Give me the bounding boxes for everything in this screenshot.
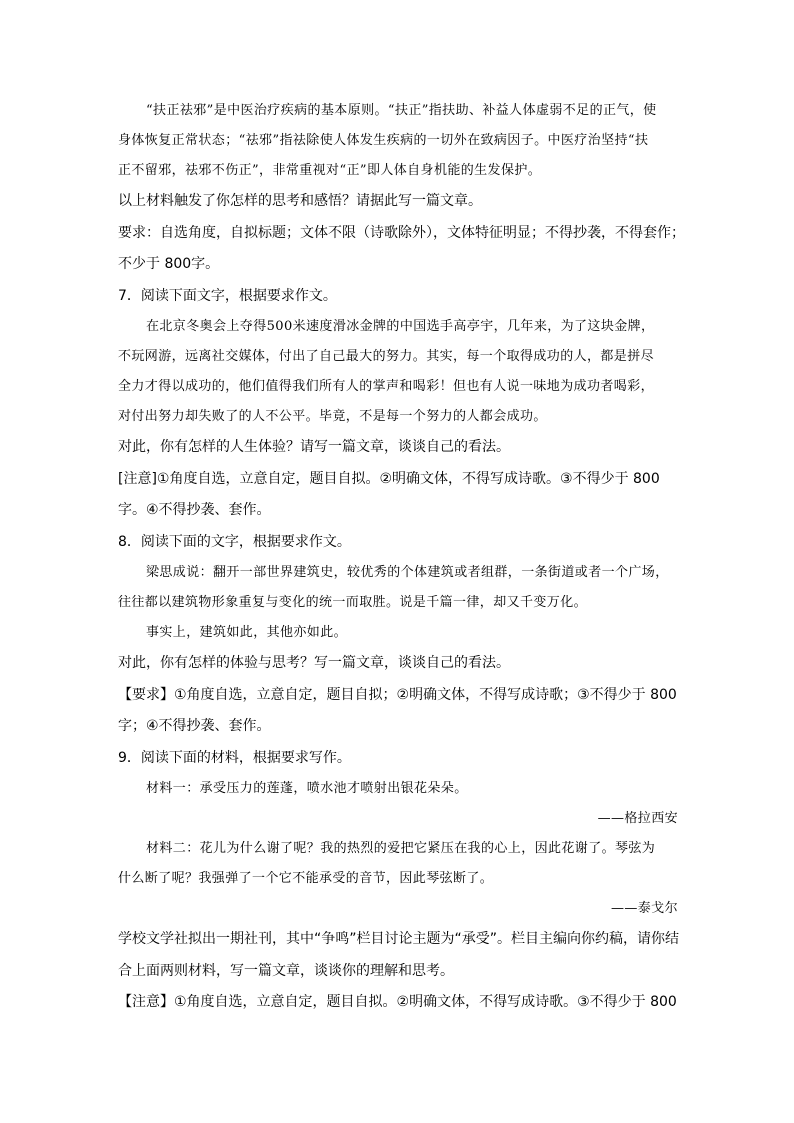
page-content — [118, 96, 685, 1019]
requirement-line: 字；④不得抄袭、套作。 — [118, 718, 271, 734]
item9-material-2 — [118, 834, 678, 924]
requirement-line: 【要求】①角度自选，立意自定，题目自拟；②明确文体，不得写成诗歌；③不得少于 800 — [118, 686, 677, 703]
item7-prompt: 对此，你有怎样的人生体验？请写一篇文章，谈谈自己的看法。 — [118, 439, 510, 455]
material-line: “扶正祛邪”是中医治疗疾病的基本原则。“扶正”指扶助、补益人体虚弱不足的正气，使 — [146, 103, 657, 118]
material-line: 不玩网游，远离社交媒体，付出了自己最大的努力。其实，每一个取得成功的人，都是拼尽 — [118, 349, 655, 364]
item8-requirements — [118, 680, 678, 743]
item7-material — [118, 312, 678, 432]
item6-requirements — [118, 218, 685, 281]
material-line: 在北京冬奥会上夺得500米速度滑冰金牌的中国选手高亭宇，几年来，为了这块金牌， — [146, 319, 655, 334]
material-line: 材料二：花儿为什么谢了呢？我的热烈的爱把它紧压在我的心上，因此花谢了。琴弦为 — [146, 841, 656, 856]
item8-material — [118, 558, 678, 648]
item6-material — [118, 96, 678, 186]
item8-title: 8．阅读下面的文字，根据要求作文。 — [118, 533, 351, 550]
item7-requirements — [118, 464, 678, 527]
item6-prompt: 以上材料触发了你怎样的思考和感悟？请据此写一篇文章。 — [118, 193, 482, 209]
item9-requirements: 【注意】①角度自选，立意自定，题目自拟。②明确文体，不得写成诗歌。③不得少于 800 — [118, 994, 677, 1010]
material-line: 事实上，建筑如此，其他亦如此。 — [146, 625, 348, 640]
requirement-line: [注意]①角度自选，立意自定，题目自拟。②明确文体，不得写成诗歌。③不得少于 800 — [118, 470, 660, 487]
requirement-line: 字。④不得抄袭、套作。 — [118, 502, 271, 518]
material-line: 往往都以建筑物形象重复与变化的统一而取胜。说是千篇一律，却又千变万化。 — [118, 595, 588, 610]
material-line: 梁思成说：翻开一部世界建筑史，较优秀的个体建筑或者组群，一条街道或者一个广场， — [146, 565, 669, 580]
material-line: 身体恢复正常状态；“祛邪”指祛除使人体发生疾病的一切外在致病因子。中医疗治坚持“扶 — [118, 133, 649, 148]
item9-material-1 — [118, 774, 678, 834]
material-line: 什么断了呢？我强弹了一个它不能承受的音节，因此琴弦断了。 — [118, 871, 494, 886]
item8-prompt: 对此，你有怎样的体验与思考？写一篇文章，谈谈自己的看法。 — [118, 655, 510, 671]
material-source: ——格拉西安 — [597, 811, 678, 826]
item9-title: 9．阅读下面的材料，根据要求写作。 — [118, 749, 351, 766]
prompt-line: 合上面两则材料，写一篇文章，谈谈你的理解和思考。 — [118, 962, 454, 979]
material-line: 对付出努力却失败了的人不公平。毕竟，不是每一个努力的人都会成功。 — [118, 409, 547, 424]
material-line: 全力才得以成功的，他们值得我们所有人的掌声和喝彩！但也有人说一味地为成功者喝彩， — [118, 379, 655, 394]
material-line: 材料一：承受压力的莲蓬，喷水池才喷射出银花朵朵。 — [146, 781, 468, 796]
prompt-line: 学校文学社拟出一期社刊，其中“争鸣”栏目讨论主题为“承受”。栏目主编向你约稿，请你结 — [118, 931, 680, 947]
item9-prompt — [118, 924, 678, 987]
item7-title: 7．阅读下面文字，根据要求作文。 — [118, 287, 337, 304]
material-line: 正不留邪，祛邪不伤正”，非常重视对“正”即人体自身机能的生发保护。 — [118, 163, 542, 178]
requirement-line: 要求：自选角度，自拟标题；文体不限（诗歌除外），文体特征明显；不得抄袭，不得套作； — [118, 224, 685, 241]
requirement-line: 不少于 800字。 — [118, 256, 220, 272]
material-source: ——泰戈尔 — [610, 901, 678, 916]
